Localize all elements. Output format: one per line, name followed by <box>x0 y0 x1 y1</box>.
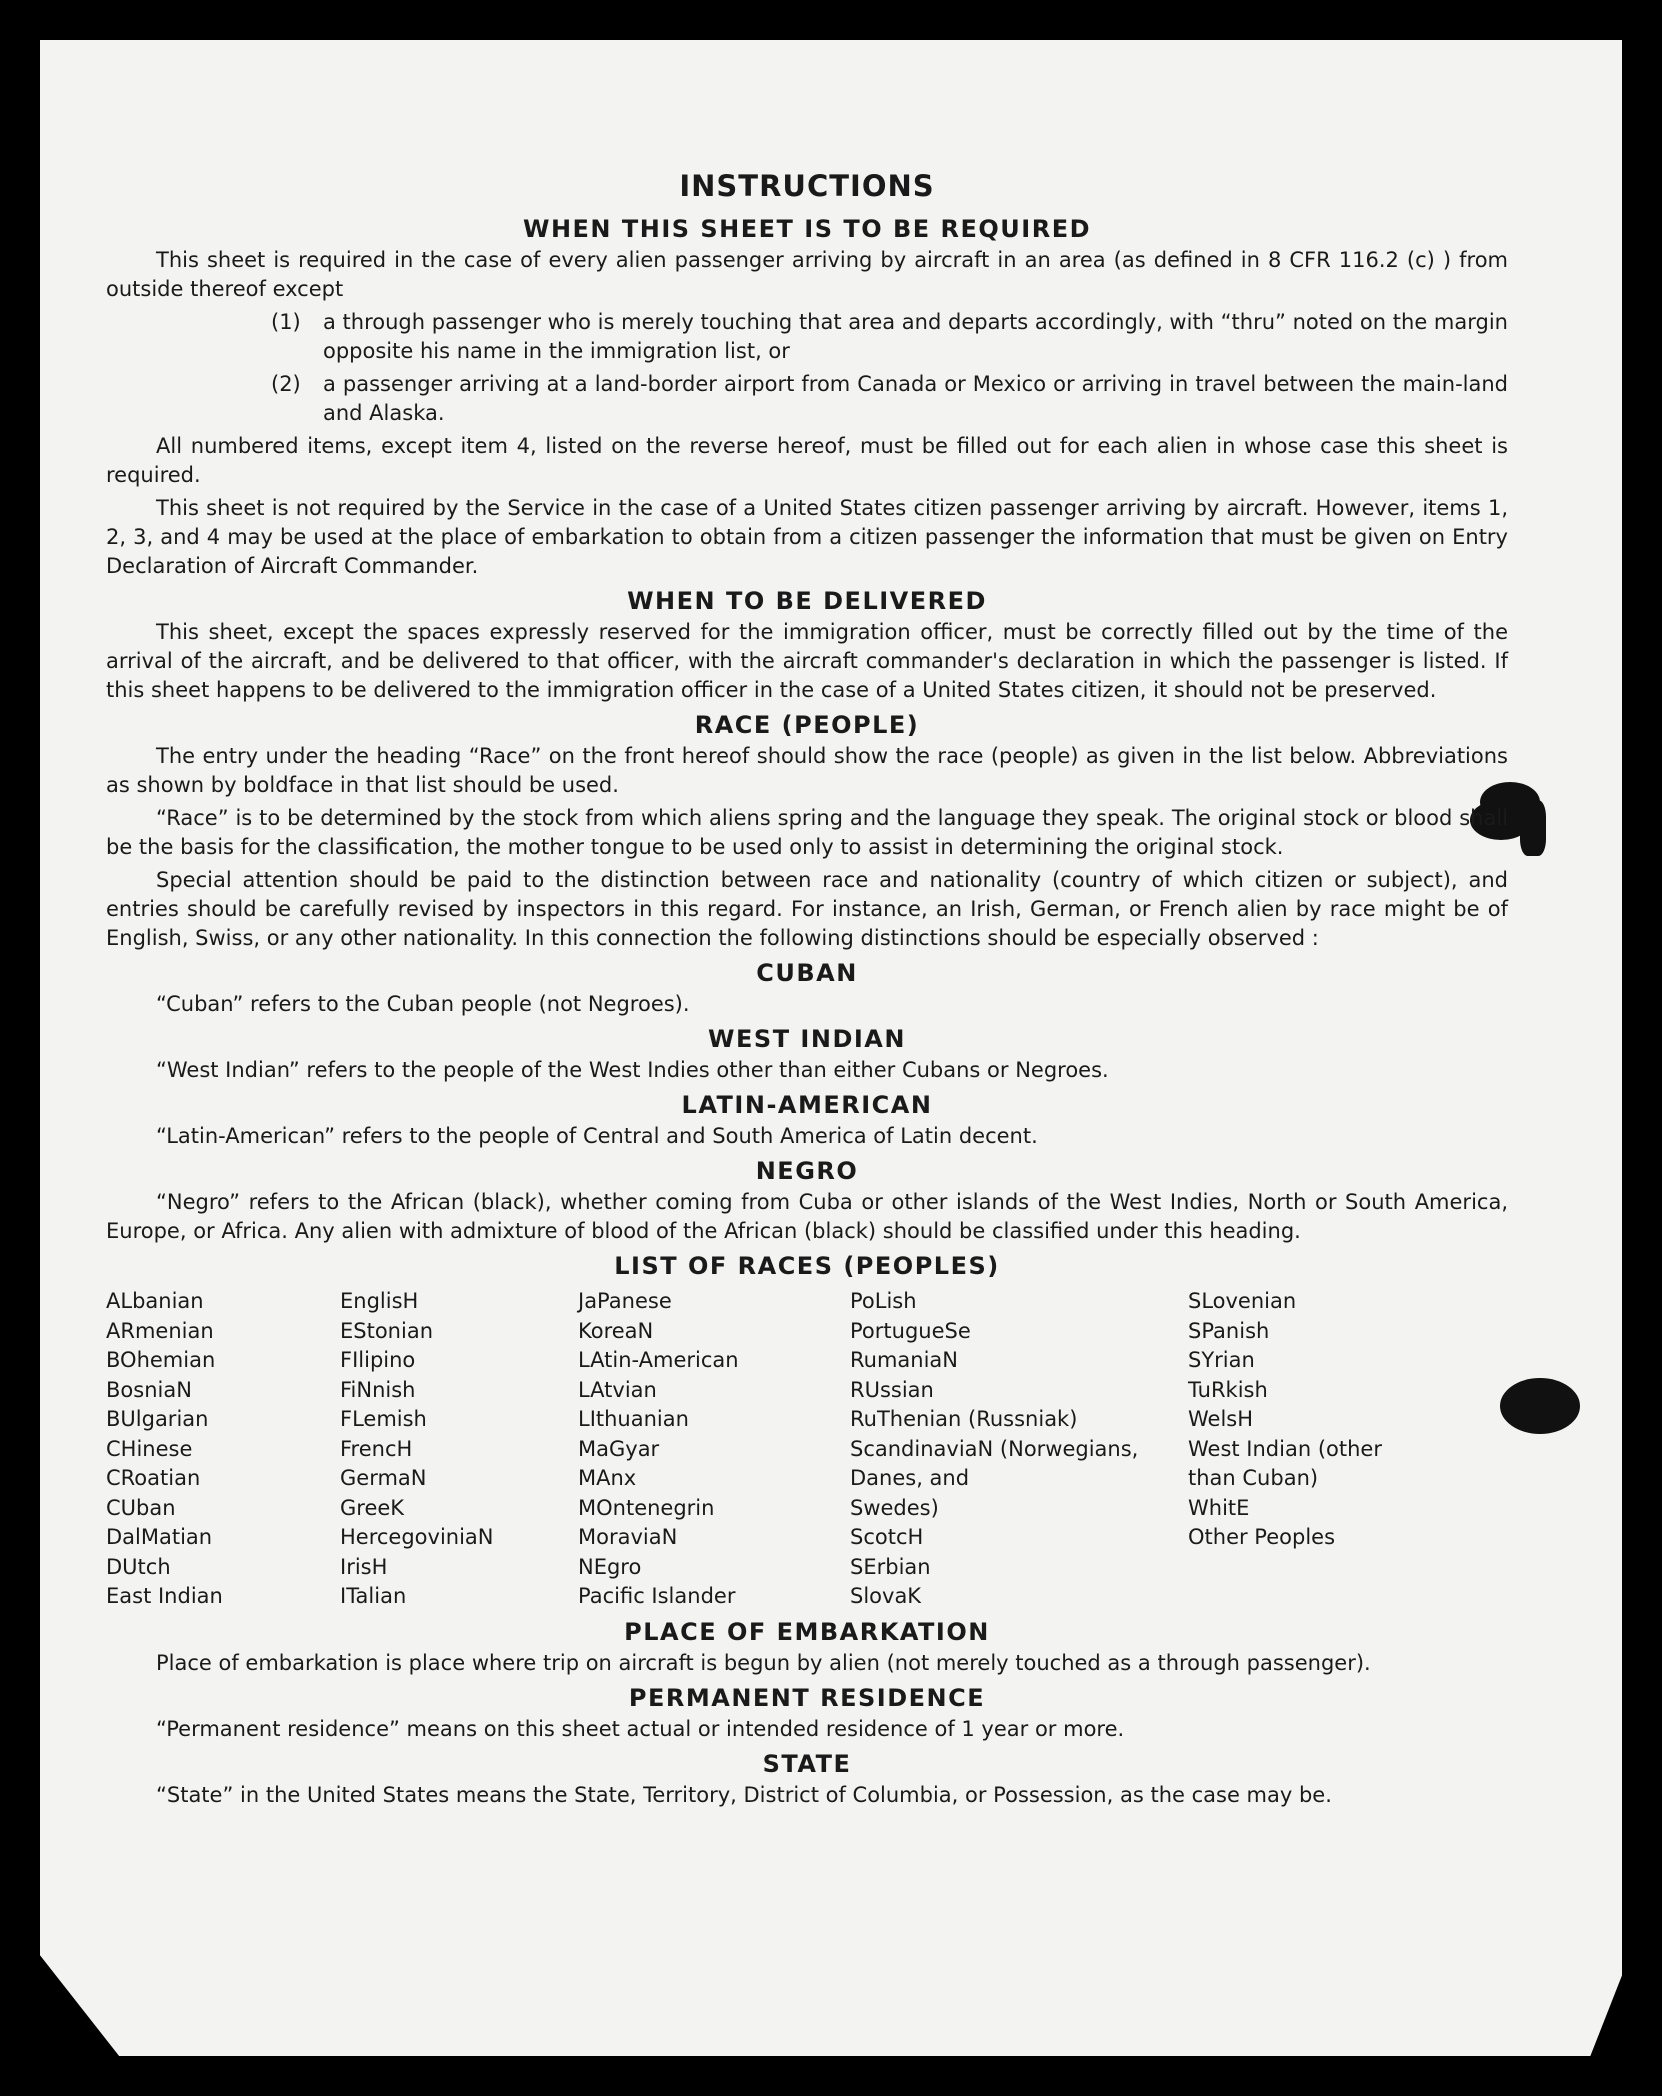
race-entry: RuThenian (Russniak) <box>850 1407 1078 1431</box>
race-entry: ScandinaviaN (Norwegians, <box>850 1436 1139 1461</box>
race-entry: CUban <box>106 1495 176 1520</box>
race-entry: MAnx <box>578 1466 637 1490</box>
paragraph: “State” in the United States means the State, Territory, District of Columbia, or Possession, as the case may be. <box>156 1782 1332 1807</box>
race-entry: DalMatian <box>106 1525 213 1549</box>
races-list <box>106 1287 1508 1612</box>
heading-when-delivered: WHEN TO BE DELIVERED <box>627 587 987 615</box>
heading-latin-american: LATIN-AMERICAN <box>681 1091 933 1119</box>
heading-state: STATE <box>762 1749 852 1778</box>
race-entry: FrencH <box>340 1436 413 1461</box>
race-entry: JaPanese <box>578 1289 672 1313</box>
race-entry: ALbanian <box>106 1289 204 1313</box>
race-entry: FLemish <box>340 1407 427 1431</box>
list-item <box>271 308 1508 366</box>
race-entry: EStonian <box>340 1318 434 1343</box>
races-column <box>106 1287 340 1612</box>
paragraph: This sheet is not required by the Service in the case of a United States citizen passenger arriving by aircraft. However, items 1, 2, 3, and 4 may be used at the place of embarkation to obtain from a citizen passenger the information that must be given on Entry Declaration of Aircraft Commander. <box>106 496 1508 578</box>
race-entry: GreeK <box>340 1495 405 1520</box>
race-entry: EnglisH <box>340 1289 419 1313</box>
race-entry: CRoatian <box>106 1466 201 1490</box>
page-title: INSTRUCTIONS <box>679 169 935 203</box>
paragraph: The entry under the heading “Race” on the front hereof should show the race (people) as given in the list below. Abbreviations as shown by boldface in that list should be used. <box>106 744 1508 797</box>
race-entry: ARmenian <box>106 1318 214 1343</box>
paragraph: Place of embarkation is place where trip on aircraft is begun by alien (not merely touched as a through passenger). <box>156 1650 1371 1675</box>
race-entry: LAtin-American <box>578 1348 739 1372</box>
race-entry: SLovenian <box>1188 1289 1297 1313</box>
race-entry: SlovaK <box>850 1584 922 1608</box>
race-entry: WelsH <box>1188 1407 1254 1431</box>
paragraph: “Race” is to be determined by the stock from which aliens spring and the language they speak. The original stock or blood shall be the basis for the classification, the mother tongue to be used only to assist in determining the original stock. <box>106 806 1508 859</box>
race-entry: than Cuban) <box>1188 1466 1319 1490</box>
paragraph: This sheet, except the spaces expressly reserved for the immigration officer, must be correctly filled out by the time of the arrival of the aircraft, and be delivered to that officer, with the aircraft commander's declaration in which the passenger is listed. If this sheet happens to be delivered to the immigration officer in the case of a United States citizen, it should not be preserved. <box>106 620 1508 702</box>
races-column <box>1188 1287 1508 1612</box>
races-column <box>578 1287 850 1612</box>
race-entry: RUssian <box>850 1377 934 1402</box>
instructions-content <box>106 169 1508 1814</box>
race-entry: HercegoviniaN <box>340 1525 494 1549</box>
heading-when-required: WHEN THIS SHEET IS TO BE REQUIRED <box>522 215 1092 243</box>
race-entry: FIlipino <box>340 1348 416 1372</box>
race-entry: BosniaN <box>106 1377 192 1402</box>
race-entry: BUlgarian <box>106 1407 209 1431</box>
race-entry: SYrian <box>1188 1348 1255 1372</box>
paragraph: “West Indian” refers to the people of the West Indies other than either Cubans or Negroes. <box>156 1058 1109 1082</box>
paragraph: “Negro” refers to the African (black), whether coming from Cuba or other islands of the West Indies, North or South America, Europe, or Africa. Any alien with admixture of blood of the African (black) should be classified under this heading. <box>106 1190 1508 1243</box>
races-column <box>340 1287 578 1612</box>
heading-race: RACE (PEOPLE) <box>694 711 920 739</box>
race-entry: MoraviaN <box>578 1525 678 1549</box>
paragraph: “Cuban” refers to the Cuban people (not Negroes). <box>156 992 690 1016</box>
heading-embarkation: PLACE OF EMBARKATION <box>624 1617 990 1646</box>
race-entry: MOntenegrin <box>578 1495 715 1520</box>
paragraph: “Permanent residence” means on this sheet actual or intended residence of 1 year or more. <box>156 1716 1125 1741</box>
heading-list-of-races: LIST OF RACES (PEOPLES) <box>614 1252 1000 1280</box>
race-entry: KoreaN <box>578 1318 654 1343</box>
race-entry: MaGyar <box>578 1436 660 1461</box>
race-entry: RumaniaN <box>850 1348 959 1372</box>
paragraph: Special attention should be paid to the distinction between race and nationality (country of which citizen or subject), and entries should be carefully revised by inspectors in this regard. For instance, an Irish, German, or French alien by race might be of English, Swiss, or any other nationality. In this connection the following distinctions should be especially observed : <box>106 868 1508 950</box>
damage-mark <box>1500 1378 1580 1434</box>
race-entry: CHinese <box>106 1436 193 1461</box>
race-entry: Other Peoples <box>1188 1525 1336 1549</box>
paragraph: “Latin-American” refers to the people of Central and South America of Latin decent. <box>156 1124 1038 1148</box>
item-text: a through passenger who is merely touching that area and departs accordingly, with “thru” noted on the margin opposite his name in the immigration list, or <box>323 310 1508 363</box>
race-entry: PortugueSe <box>850 1318 971 1343</box>
race-entry: LAtvian <box>578 1377 657 1402</box>
race-entry: WhitE <box>1188 1495 1250 1520</box>
race-entry: Danes, and <box>850 1466 970 1490</box>
race-entry: SPanish <box>1188 1318 1270 1343</box>
race-entry: SErbian <box>850 1554 931 1579</box>
race-entry: LIthuanian <box>578 1407 689 1431</box>
races-column <box>850 1287 1188 1612</box>
list-item <box>271 370 1508 428</box>
heading-residence: PERMANENT RESIDENCE <box>628 1683 986 1712</box>
race-entry: NEgro <box>578 1554 642 1579</box>
race-entry: Pacific Islander <box>578 1584 736 1608</box>
race-entry: ScotcH <box>850 1525 924 1549</box>
race-entry: FiNnish <box>340 1377 416 1402</box>
item-number: (2) <box>271 372 301 396</box>
race-entry: DUtch <box>106 1554 171 1579</box>
race-entry: GermaN <box>340 1466 427 1490</box>
race-entry: PoLish <box>850 1289 917 1313</box>
race-entry: TuRkish <box>1188 1377 1268 1402</box>
heading-cuban: CUBAN <box>756 959 858 987</box>
item-number: (1) <box>271 310 301 334</box>
paragraph: This sheet is required in the case of every alien passenger arriving by aircraft in an area (as defined in 8 CFR 116.2 (c) ) from outside thereof except <box>106 248 1508 301</box>
race-entry: ITalian <box>340 1584 407 1608</box>
race-entry: IrisH <box>340 1554 388 1579</box>
heading-negro: NEGRO <box>755 1157 859 1185</box>
heading-west-indian: WEST INDIAN <box>708 1025 906 1053</box>
race-entry: West Indian (other <box>1188 1436 1382 1461</box>
race-entry: East Indian <box>106 1584 223 1608</box>
race-entry: BOhemian <box>106 1348 216 1372</box>
item-text: a passenger arriving at a land-border airport from Canada or Mexico or arriving in travel between the main-land and Alaska. <box>323 372 1508 425</box>
paragraph: All numbered items, except item 4, listed on the reverse hereof, must be filled out for each alien in whose case this sheet is required. <box>106 434 1508 487</box>
race-entry: Swedes) <box>850 1495 939 1520</box>
